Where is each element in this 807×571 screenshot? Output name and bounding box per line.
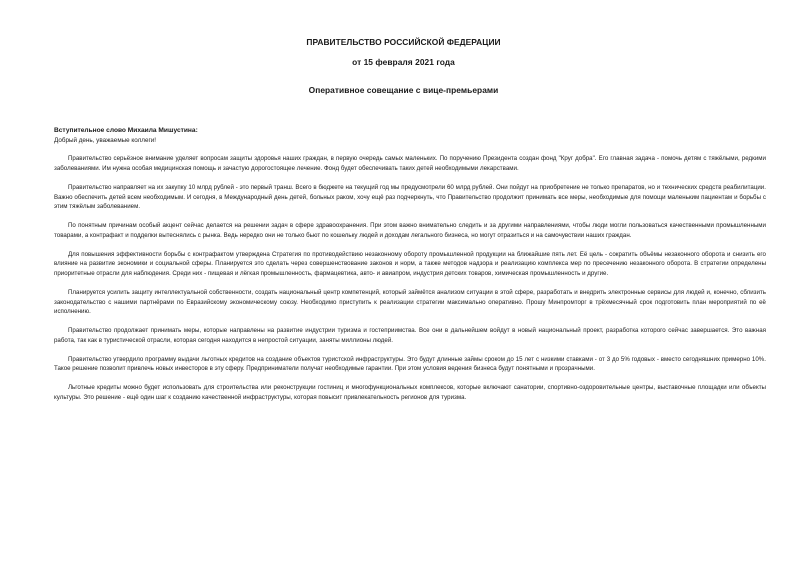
- document-body: [54, 126, 766, 412]
- paragraph: Правительство серьёзное внимание уделяет вопросам защиты здоровья наших граждан, в первую очередь самых маленьких. По поручению Президента создан фонд "Круг добра". Его главная задача - помочь детям с тяжёлыми, редкими заболеваниями. Им нужна особая медицинская помощь и зачастую дорогостоящее лечение. Фонд будет обеспечивать таких детей необходимыми лекарствами.: [54, 155, 766, 173]
- greeting-line: Добрый день, уважаемые коллеги!: [54, 136, 157, 144]
- paragraph: По понятным причинам особый акцент сейчас делается на решении задач в сфере здравоохранения. При этом важно внимательно следить и за другими направлениями, чтобы люди могли пользоваться качественными промышленными товарами, а контрафакт и подделки вытеснялись с рынка. Ведь нередко они не только бьют по кошельку людей и доходам легального бизнеса, но могут отразиться и на самочувствии наших граждан.: [54, 222, 766, 239]
- paragraph: Планируется усилить защиту интеллектуальной собственности, создать национальный центр компетенций, который займётся анализом ситуации в этой сфере, разработать и внедрить электронные сервисы для людей и, конечно, сблизить законодательство с нашими партнёрами по Евразийскому экономическому союзу. Необходимо приступить к реализации стратегии максимально оперативно. Прошу Минпромторг в трёхмесячный срок подготовить план мероприятий по её исполнению.: [54, 288, 766, 316]
- paragraph: Для повышения эффективности борьбы с контрафактом утверждена Стратегия по противодействию незаконному обороту промышленной продукции на ближайшие пять лет. Её цель - сократить объёмы незаконного оборота и снизить его влияние на развитие экономики и социальной сферы. Планируется это сделать через совершенствование законов и норм, а также методов надзора и реализацию комплекса мер по пресечению незаконного оборота. В стратегии определены приоритетные отрасли для наблюдения. Среди них - пищевая и лёгкая промышленность, фармацевтика, авто- и авиапром, индустрия детских товаров, химическая промышленность и другие.: [54, 250, 766, 278]
- document-title: Оперативное совещание с вице-премьерами: [308, 85, 499, 95]
- document-date: от 15 февраля 2021 года: [352, 57, 455, 67]
- organization-heading: ПРАВИТЕЛЬСТВО РОССИЙСКОЙ ФЕДЕРАЦИИ: [306, 37, 501, 47]
- paragraph: Правительство направляет на их закупку 10 млрд рублей - это первый транш. Всего в бюджете на текущий год мы предусмотрели 60 млрд рублей. Они пойдут на приобретение не только препаратов, но и технических средств реабилитации. Важно обеспечить детей всем необходимым. И сегодня, в Международный день детей, больных раком, хочу ещё раз подчеркнуть, что Правительство продолжит принимать все меры, необходимые для помощи маленьким пациентам и борьбы с этим тяжёлым заболеванием.: [54, 183, 766, 211]
- speaker-heading: Вступительное слово Михаила Мишустина:: [54, 127, 198, 134]
- paragraph: Правительство утвердило программу выдачи льготных кредитов на создание объектов туристской инфраструктуры. Это будут длинные займы сроком до 15 лет с низкими ставками - от 3 до 5% годовых - вместо сегодняшних примерно 10%. Такое решение позволит привлечь новых инвесторов в эту сферу. Предприниматели получат необходимые гарантии. При этом условия ведения бизнеса будут понятными и прозрачными.: [54, 355, 766, 373]
- paragraph: Правительство продолжает принимать меры, которые направлены на развитие индустрии туризма и гостеприимства. Все они в дальнейшем войдут в новый национальный проект, разработка которого сейчас завершается. Это важная работа, так как в туристической отрасли, которая сегодня находится в непростой ситуации, заняты миллионы людей.: [54, 327, 766, 344]
- paragraph: Льготные кредиты можно будет использовать для строительства или реконструкции гостиниц и многофункциональных комплексов, которые включают санатории, спортивно-оздоровительные центры, выставочные площадки или объекты культуры. Это решение - ещё один шаг к созданию качественной инфраструктуры, которая повысит привлекательность регионов для туризма.: [54, 384, 766, 401]
